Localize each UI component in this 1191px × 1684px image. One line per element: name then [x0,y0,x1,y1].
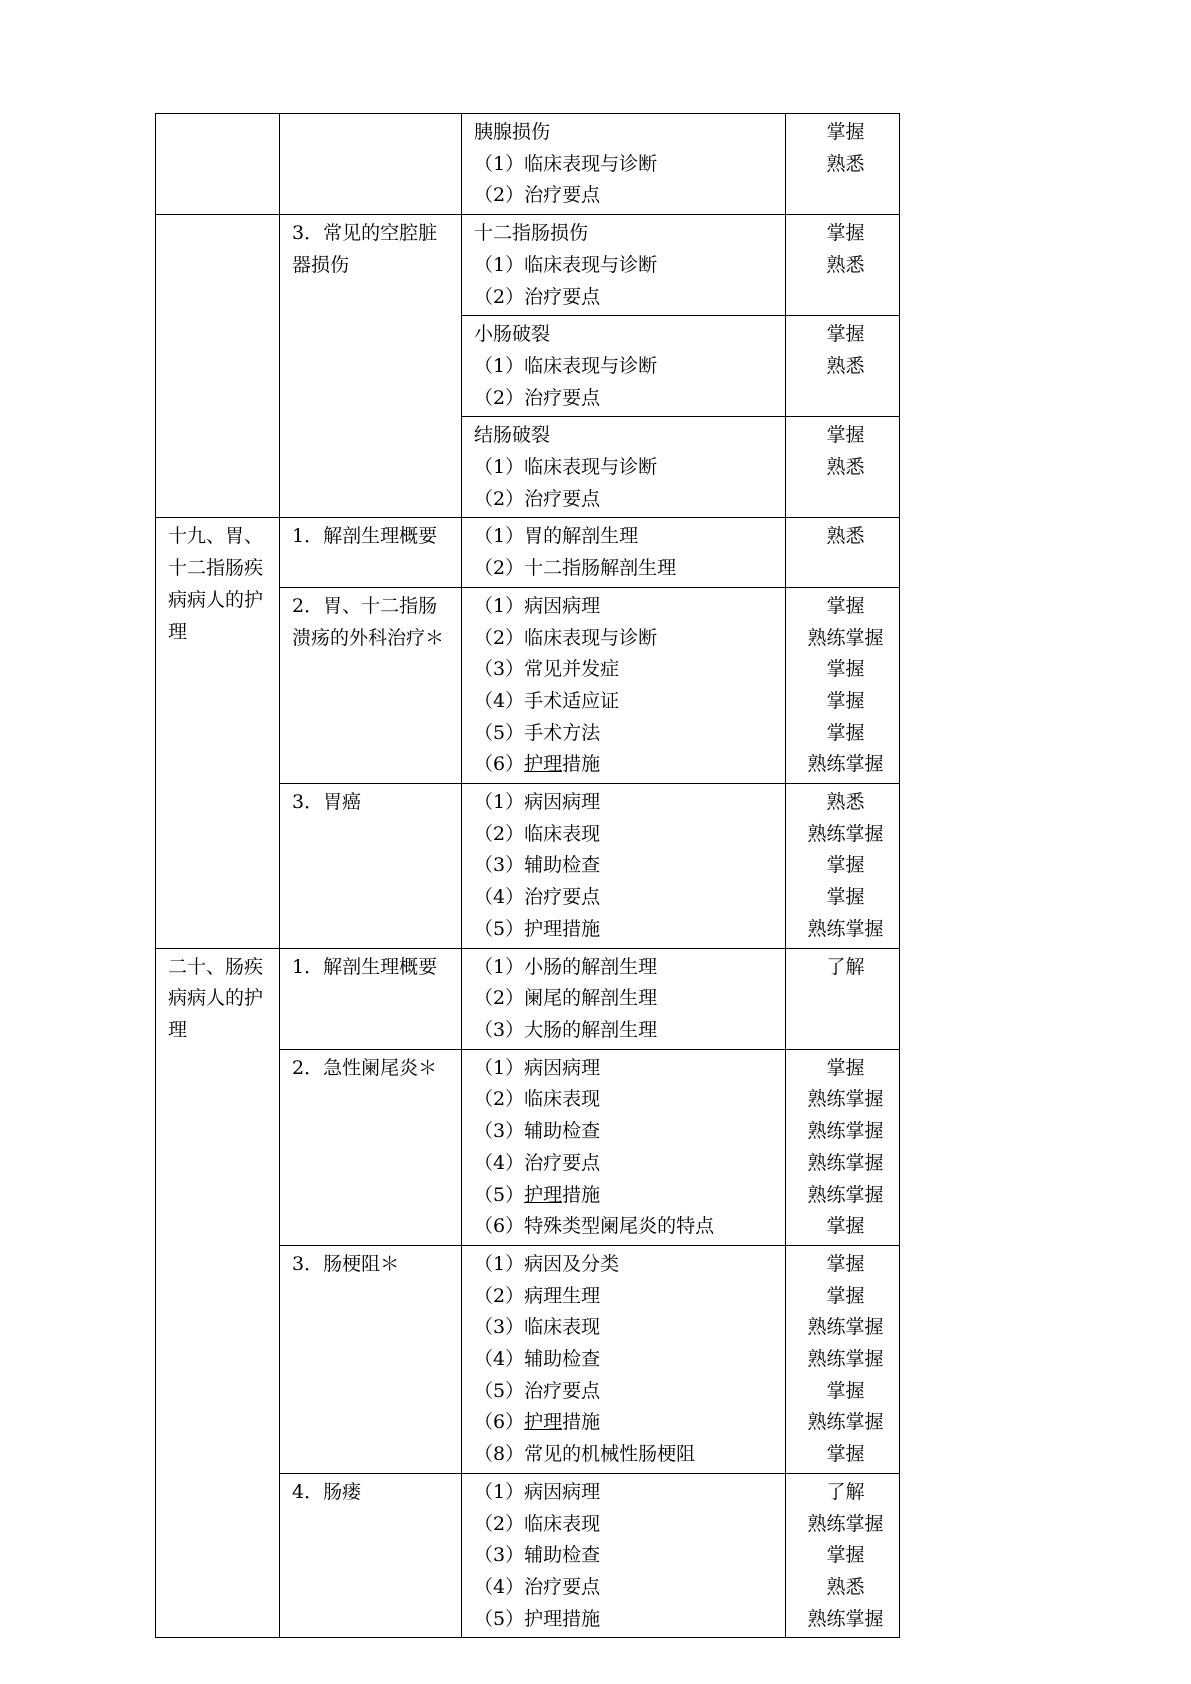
requirement-level: 掌握 [826,689,865,712]
list-item: （3）辅助检查 [474,854,601,877]
requirement-cell [786,518,900,587]
requirement-level: 熟悉 [826,1575,865,1598]
unit-cell-empty [280,114,462,215]
unit-cell: 2．胃、十二指肠溃疡的外科治疗＊ [280,587,462,783]
list-item: （4）手术适应证 [474,689,620,712]
requirement-level: 掌握 [826,658,865,681]
requirement-level: 掌握 [826,1215,865,1238]
requirement-level: 熟练掌握 [807,1348,884,1371]
requirement-cell [786,1049,900,1245]
list-item: （2）治疗要点 [474,386,601,409]
chapter-cell-empty [156,215,280,518]
requirement-level: 掌握 [826,323,865,346]
requirement-level: 掌握 [826,121,865,143]
requirement-level: 熟悉 [826,791,865,814]
requirement-level: 熟悉 [826,456,865,479]
requirement-level: 掌握 [826,721,865,744]
requirement-level: 熟悉 [826,253,865,276]
requirement-level: 熟练掌握 [807,1151,884,1174]
chapter-cell-empty [156,114,280,215]
list-item: （3）辅助检查 [474,1544,601,1567]
content-cell [462,215,786,316]
requirement-level: 熟练掌握 [807,1411,884,1434]
requirement-level: 熟练掌握 [807,1088,884,1111]
item-text: 措施 [562,753,601,776]
content-cell [462,417,786,518]
requirement-level: 熟练掌握 [807,753,884,776]
content-cell [462,1473,786,1638]
requirement-level: 熟练掌握 [807,626,884,649]
list-item: （1）临床表现与诊断 [474,253,658,276]
content-cell [462,114,786,215]
content-cell [462,784,786,949]
underlined-text: 护理 [524,1411,563,1434]
list-item: （2）阑尾的解剖生理 [474,987,658,1010]
requirement-level: 掌握 [826,886,865,909]
list-item: （1）胃的解剖生理 [474,525,639,548]
requirement-level: 熟悉 [826,152,865,175]
item-number: （6） [474,753,525,776]
topic-title: 十二指肠损伤 [474,222,589,245]
list-item: （6）特殊类型阑尾炎的特点 [474,1215,715,1238]
syllabus-table [155,113,900,1638]
list-item: （5）手术方法 [474,721,601,744]
requirement-level: 了解 [826,1480,865,1503]
requirement-level: 熟练掌握 [807,1512,884,1535]
requirement-level: 熟练掌握 [807,1316,884,1339]
list-item [474,1407,779,1439]
requirement-level: 掌握 [826,1252,865,1275]
requirement-level: 掌握 [826,854,865,877]
table-row [156,518,900,587]
requirement-level: 掌握 [826,424,865,447]
requirement-level: 熟练掌握 [807,1183,884,1206]
list-item: （8）常见的机械性肠梗阻 [474,1443,696,1466]
list-item: （2）病理生理 [474,1284,601,1307]
topic-title: 胰腺损伤 [474,121,551,143]
list-item: （3）大肠的解剖生理 [474,1018,658,1041]
content-cell [462,518,786,587]
list-item: （1）小肠的解剖生理 [474,955,658,978]
requirement-cell [786,215,900,316]
list-item [474,1180,779,1212]
list-item: （1）病因病理 [474,1480,601,1503]
requirement-cell [786,1245,900,1473]
requirement-level: 掌握 [826,1443,865,1466]
content-cell [462,1049,786,1245]
requirement-level: 熟练掌握 [807,1607,884,1630]
item-number: （6） [474,1411,525,1434]
requirement-level: 了解 [826,955,865,978]
chapter-title: 十九、胃、十二指肠疾病病人的护理 [156,518,280,948]
requirement-level: 掌握 [826,222,865,245]
list-item: （2）十二指肠解剖生理 [474,557,677,580]
list-item: （3）辅助检查 [474,1120,601,1143]
item-number: （5） [474,1183,525,1206]
requirement-cell [786,948,900,1049]
requirement-cell [786,1473,900,1638]
requirement-level: 熟悉 [826,354,865,377]
table-row [156,215,900,316]
requirement-level: 掌握 [826,1379,865,1402]
list-item: （2）治疗要点 [474,487,601,510]
unit-cell: 3．常见的空腔脏器损伤 [280,215,462,518]
requirement-level: 熟练掌握 [807,1120,884,1143]
list-item: （4）治疗要点 [474,1575,601,1598]
list-item: （5）护理措施 [474,917,601,940]
list-item: （1）临床表现与诊断 [474,152,658,175]
content-cell [462,948,786,1049]
table-row [156,948,900,1049]
list-item: （2）临床表现 [474,1512,601,1535]
chapter-title: 二十、肠疾病病人的护理 [156,948,280,1638]
list-item: （2）治疗要点 [474,285,601,308]
list-item: （1）临床表现与诊断 [474,456,658,479]
content-cell [462,1245,786,1473]
table-row [156,114,900,215]
requirement-cell [786,316,900,417]
underlined-text: 护理 [524,1183,563,1206]
list-item: （1）病因病理 [474,1056,601,1079]
requirement-cell [786,417,900,518]
requirement-cell [786,114,900,215]
requirement-level: 掌握 [826,1284,865,1307]
content-cell [462,587,786,783]
list-item: （3）临床表现 [474,1316,601,1339]
unit-cell: 3．胃癌 [280,784,462,949]
list-item: （2）临床表现 [474,1088,601,1111]
unit-cell: 4．肠瘘 [280,1473,462,1638]
list-item: （5）治疗要点 [474,1379,601,1402]
list-item: （4）治疗要点 [474,886,601,909]
requirement-level: 熟练掌握 [807,822,884,845]
list-item: （1）病因病理 [474,594,601,617]
list-item: （5）护理措施 [474,1607,601,1630]
item-text: 措施 [562,1183,601,1206]
requirement-level: 掌握 [826,1056,865,1079]
list-item: （3）常见并发症 [474,658,620,681]
requirement-level: 掌握 [826,594,865,617]
requirement-level: 掌握 [826,1544,865,1567]
requirement-cell [786,587,900,783]
requirement-level: 熟悉 [826,525,865,548]
list-item: （1）病因病理 [474,791,601,814]
unit-cell: 3．肠梗阻＊ [280,1245,462,1473]
list-item: （4）辅助检查 [474,1348,601,1371]
list-item: （4）治疗要点 [474,1151,601,1174]
item-text: 措施 [562,1411,601,1434]
content-cell [462,316,786,417]
unit-cell: 1．解剖生理概要 [280,518,462,587]
topic-title: 结肠破裂 [474,424,551,447]
list-item: （2）临床表现 [474,822,601,845]
underlined-text: 护理 [524,753,563,776]
list-item: （2）治疗要点 [474,184,601,207]
list-item [474,749,779,781]
topic-title: 小肠破裂 [474,323,551,346]
requirement-cell [786,784,900,949]
unit-cell: 2．急性阑尾炎＊ [280,1049,462,1245]
list-item: （2）临床表现与诊断 [474,626,658,649]
requirement-level: 熟练掌握 [807,917,884,940]
list-item: （1）病因及分类 [474,1252,620,1275]
list-item: （1）临床表现与诊断 [474,354,658,377]
unit-cell: 1．解剖生理概要 [280,948,462,1049]
